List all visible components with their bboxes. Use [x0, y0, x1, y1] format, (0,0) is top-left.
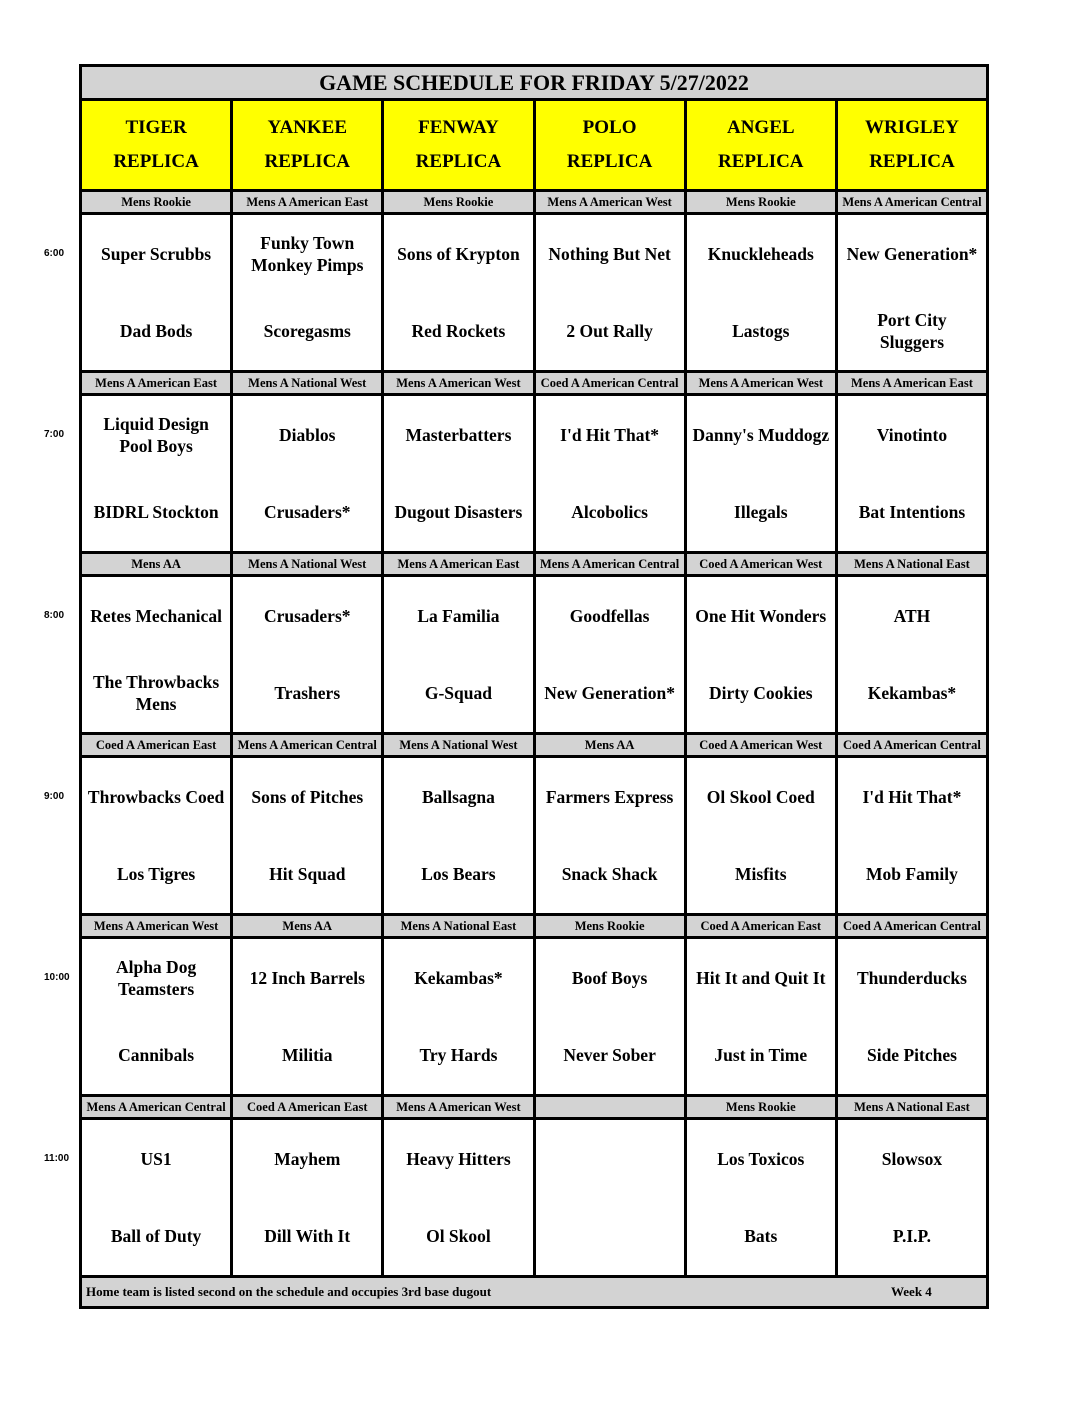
game-cell	[384, 215, 535, 370]
home-team: New Generation*	[544, 683, 675, 704]
home-team: Dill With It	[264, 1226, 351, 1247]
away-team: Crusaders*	[263, 605, 351, 626]
game-row	[82, 215, 986, 373]
home-team: Dad Bods	[119, 321, 193, 342]
home-team	[536, 1198, 684, 1276]
home-team: Bat Intentions	[858, 502, 966, 523]
division-row	[82, 1097, 986, 1120]
away-team: 12 Inch Barrels	[249, 967, 365, 988]
home-team: Port City Sluggers	[877, 310, 947, 353]
division-label: Mens A American Central	[536, 554, 687, 574]
game-cell	[838, 939, 986, 1094]
home-team: Crusaders*	[263, 502, 351, 523]
away-team: I'd Hit That*	[560, 424, 660, 445]
away-team: Diablos	[279, 424, 336, 445]
game-cell	[838, 577, 986, 732]
division-label: Mens Rookie	[384, 192, 535, 212]
game-cell	[384, 939, 535, 1094]
away-team: Masterbatters	[405, 424, 512, 445]
away-team: Mayhem	[274, 1148, 341, 1169]
home-team: Never Sober	[563, 1045, 656, 1066]
home-team: Bats	[744, 1226, 778, 1247]
away-team: I'd Hit That*	[862, 786, 962, 807]
away-team: Slowsox	[881, 1148, 943, 1169]
home-team: Snack Shack	[561, 864, 658, 885]
field-name: FENWAY	[418, 117, 499, 138]
home-team: Side Pitches	[866, 1045, 957, 1066]
division-label: Mens A National West	[233, 554, 384, 574]
field-name: YANKEE	[267, 117, 348, 138]
home-team: Alcobolics	[571, 502, 648, 523]
game-row	[82, 396, 986, 554]
home-team: Hit Squad	[269, 864, 346, 885]
division-label: Coed A American Central	[536, 373, 687, 393]
home-team: G-Squad	[424, 683, 492, 704]
division-label	[536, 1097, 687, 1117]
week-label: Week 4	[891, 1284, 932, 1299]
division-label: Mens A National East	[854, 1100, 970, 1114]
game-row	[82, 1120, 986, 1278]
game-cell	[687, 939, 838, 1094]
division-label: Mens A American West	[687, 373, 838, 393]
away-team: Retes Mechanical	[90, 605, 222, 626]
away-team: Thunderducks	[856, 967, 967, 988]
away-team: Sons of Pitches	[251, 786, 364, 807]
schedule-table	[79, 64, 989, 1309]
home-team: The Throwbacks Mens	[92, 672, 220, 715]
time-slots	[82, 192, 986, 1278]
game-cell	[384, 1120, 535, 1275]
away-team: ATH	[893, 605, 931, 626]
game-cell	[838, 396, 986, 551]
field-header	[536, 101, 687, 189]
field-header	[233, 101, 384, 189]
game-cell	[82, 396, 233, 551]
away-team: Sons of Krypton	[397, 243, 520, 264]
time-label: 8:00	[44, 610, 65, 621]
home-team: Los Bears	[421, 864, 496, 885]
home-team: Los Tigres	[116, 864, 196, 885]
away-team: Ballsagna	[421, 786, 495, 807]
away-team: La Familia	[417, 605, 500, 626]
game-cell	[233, 1120, 384, 1275]
away-team: Funky Town Monkey Pimps	[251, 232, 364, 275]
field-sub: REPLICA	[113, 151, 199, 172]
division-label: Coed A American Central	[843, 738, 981, 752]
division-row	[82, 192, 986, 215]
game-cell	[536, 577, 687, 732]
away-team: Alpha Dog Teamsters	[115, 956, 197, 999]
field-header-row	[82, 101, 986, 192]
game-row	[82, 939, 986, 1097]
division-label: Mens A American East	[384, 554, 535, 574]
home-team: Red Rockets	[411, 321, 506, 342]
field-sub: REPLICA	[264, 151, 351, 172]
division-label: Mens Rookie	[536, 916, 687, 936]
away-team: Ol Skool Coed	[706, 786, 815, 807]
time-label: 10:00	[44, 972, 70, 983]
field-header	[384, 101, 535, 189]
game-cell	[687, 215, 838, 370]
division-label: Mens A National West	[384, 735, 535, 755]
game-cell	[536, 215, 687, 370]
game-cell	[838, 1120, 986, 1275]
division-label: Mens A American East	[233, 192, 384, 212]
home-team: Ball of Duty	[110, 1226, 202, 1247]
field-name: POLO	[582, 117, 637, 138]
away-team: Farmers Express	[545, 786, 674, 807]
game-cell	[233, 577, 384, 732]
game-cell	[82, 577, 233, 732]
home-team: Militia	[281, 1045, 333, 1066]
division-label: Mens A American East	[82, 373, 233, 393]
division-label: Mens A National West	[233, 373, 384, 393]
away-team: Vinotinto	[876, 424, 948, 445]
division-row	[82, 554, 986, 577]
game-cell	[536, 939, 687, 1094]
game-cell	[536, 758, 687, 913]
division-label: Coed A American East	[233, 1097, 384, 1117]
division-label: Mens A American Central	[842, 195, 982, 209]
field-header	[687, 101, 838, 189]
away-team: Danny's Muddogz	[692, 424, 830, 445]
division-label: Mens Rookie	[82, 192, 233, 212]
away-team: Super Scrubbs	[101, 243, 212, 264]
division-label: Mens Rookie	[687, 192, 838, 212]
game-cell	[687, 1120, 838, 1275]
division-label: Mens AA	[82, 554, 233, 574]
game-cell	[536, 1120, 687, 1275]
game-cell	[82, 1120, 233, 1275]
home-team: BIDRL Stockton	[93, 502, 219, 523]
division-label: Mens A American West	[536, 192, 687, 212]
away-team: Knuckleheads	[707, 243, 814, 264]
division-label: Mens A American East	[851, 376, 973, 390]
division-label: Mens A American Central	[233, 735, 384, 755]
field-name: WRIGLEY	[864, 117, 959, 138]
division-row	[82, 735, 986, 758]
home-team: Ol Skool	[426, 1226, 491, 1247]
division-label: Mens AA	[536, 735, 687, 755]
home-team: Just in Time	[714, 1045, 808, 1066]
game-cell	[838, 215, 986, 370]
field-name: ANGEL	[726, 117, 795, 138]
time-label: 9:00	[44, 791, 65, 802]
home-team: Misfits	[735, 864, 787, 885]
game-cell	[82, 939, 233, 1094]
home-team: Illegals	[734, 502, 788, 523]
division-label: Mens A American Central	[82, 1097, 233, 1117]
game-cell	[384, 577, 535, 732]
field-sub: REPLICA	[718, 151, 804, 172]
field-name: TIGER	[125, 117, 187, 138]
away-team: Goodfellas	[569, 605, 650, 626]
away-team: Boof Boys	[571, 967, 648, 988]
away-team: US1	[140, 1148, 172, 1169]
division-label: Mens A American West	[384, 373, 535, 393]
division-label: Mens A American West	[82, 916, 233, 936]
away-team: Los Toxicos	[717, 1148, 805, 1169]
home-team: Dirty Cookies	[709, 683, 813, 704]
home-team: Trashers	[274, 683, 341, 704]
away-team: New Generation*	[846, 243, 978, 264]
game-cell	[233, 939, 384, 1094]
home-team: 2 Out Rally	[566, 321, 653, 342]
game-cell	[384, 396, 535, 551]
division-label: Mens AA	[233, 916, 384, 936]
schedule-title: GAME SCHEDULE FOR FRIDAY 5/27/2022	[82, 67, 986, 101]
division-label: Coed A American West	[687, 735, 838, 755]
home-team: Dugout Disasters	[394, 502, 523, 523]
game-cell	[687, 758, 838, 913]
game-cell	[82, 758, 233, 913]
division-row	[82, 373, 986, 396]
game-cell	[384, 758, 535, 913]
game-cell	[233, 215, 384, 370]
home-team: Lastogs	[732, 321, 790, 342]
field-sub: REPLICA	[566, 151, 653, 172]
home-team: Kekambas*	[867, 683, 957, 704]
division-label: Coed A American Central	[843, 919, 981, 933]
home-team: Cannibals	[118, 1045, 195, 1066]
game-row	[82, 577, 986, 735]
away-team: Throwbacks Coed	[87, 786, 225, 807]
division-label: Mens A National East	[854, 557, 970, 571]
away-team: One Hit Wonders	[695, 605, 827, 626]
game-cell	[687, 396, 838, 551]
home-team: Try Hards	[419, 1045, 498, 1066]
away-team: Hit It and Quit It	[696, 967, 826, 988]
away-team: Heavy Hitters	[406, 1148, 511, 1169]
footer	[82, 1278, 986, 1306]
home-team: Scoregasms	[263, 321, 351, 342]
game-row	[82, 758, 986, 916]
division-label: Coed A American East	[687, 916, 838, 936]
game-cell	[82, 215, 233, 370]
game-cell	[233, 758, 384, 913]
game-cell	[233, 396, 384, 551]
home-team-note: Home team is listed second on the schedule and occupies 3rd base dugout	[86, 1284, 492, 1299]
time-label: 6:00	[44, 248, 65, 259]
time-label: 7:00	[44, 429, 65, 440]
home-team: Mob Family	[866, 864, 958, 885]
away-team: Liquid Design Pool Boys	[103, 413, 209, 456]
home-team: P.I.P.	[892, 1226, 931, 1247]
division-label: Mens Rookie	[687, 1097, 838, 1117]
game-cell	[536, 396, 687, 551]
division-label: Mens A National East	[384, 916, 535, 936]
division-row	[82, 916, 986, 939]
field-sub: REPLICA	[415, 151, 502, 172]
away-team: Nothing But Net	[548, 243, 671, 264]
game-cell	[838, 758, 986, 913]
field-sub: REPLICA	[869, 151, 955, 172]
division-label: Coed A American West	[687, 554, 838, 574]
field-header	[82, 101, 233, 189]
field-header	[838, 101, 986, 189]
game-cell	[687, 577, 838, 732]
division-label: Mens A American West	[384, 1097, 535, 1117]
time-label: 11:00	[44, 1153, 70, 1164]
division-label: Coed A American East	[82, 735, 233, 755]
away-team	[536, 1120, 684, 1198]
away-team: Kekambas*	[414, 967, 503, 988]
